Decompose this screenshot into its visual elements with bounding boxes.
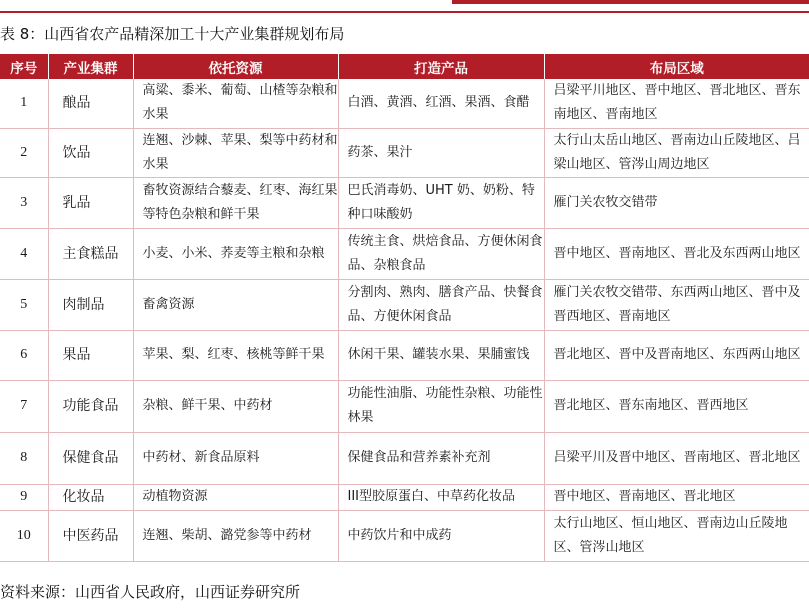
source-note: 资料来源：山西省人民政府，山西证券研究所: [0, 583, 301, 601]
cell-resource: 高粱、黍米、葡萄、山楂等杂粮和水果: [133, 79, 338, 128]
table-row: [0, 432, 809, 484]
cell-resource: 畜禽资源: [133, 279, 338, 330]
cell-product: III型胶原蛋白、中草药化妆品: [338, 484, 544, 510]
cell-resource: 苹果、梨、红枣、核桃等鲜干果: [133, 330, 338, 380]
cell-cluster: 乳品: [48, 177, 133, 228]
cell-resource: 杂粮、鲜干果、中药材: [133, 380, 338, 432]
header-resource: 依托资源: [133, 54, 338, 79]
cell-cluster: 保健食品: [48, 432, 133, 484]
cell-serial: 8: [0, 432, 48, 484]
cell-cluster: 果品: [48, 330, 133, 380]
cell-region: 晋中地区、晋南地区、晋北及东西两山地区: [544, 228, 809, 279]
cell-serial: 5: [0, 279, 48, 330]
header-cluster: 产业集群: [48, 54, 133, 79]
cell-serial: 10: [0, 510, 48, 561]
cell-serial: 9: [0, 484, 48, 510]
table-row: [0, 79, 809, 128]
table-row: [0, 279, 809, 330]
table-row: [0, 510, 809, 561]
cell-product: 保健食品和营养素补充剂: [338, 432, 544, 484]
cell-product: 巴氏消毒奶、UHT 奶、奶粉、特种口味酸奶: [338, 177, 544, 228]
cell-region: 太行山太岳山地区、晋南边山丘陵地区、吕梁山地区、管涔山周边地区: [544, 128, 809, 177]
cell-resource: 动植物资源: [133, 484, 338, 510]
cell-product: 白酒、黄酒、红酒、果酒、食醋: [338, 79, 544, 128]
cell-serial: 1: [0, 79, 48, 128]
cell-region: 晋北地区、晋东南地区、晋西地区: [544, 380, 809, 432]
header-region: 布局区域: [544, 54, 809, 79]
cell-product: 分割肉、熟肉、膳食产品、快餐食品、方便休闲食品: [338, 279, 544, 330]
cell-cluster: 主食糕品: [48, 228, 133, 279]
industry-cluster-table: [0, 54, 809, 562]
cell-region: 太行山地区、恒山地区、晋南边山丘陵地区、管涔山地区: [544, 510, 809, 561]
header-serial: 序号: [0, 54, 48, 79]
top-rule-line: [0, 11, 809, 13]
cell-cluster: 肉制品: [48, 279, 133, 330]
cell-product: 传统主食、烘焙食品、方便休闲食品、杂粮食品: [338, 228, 544, 279]
table-row: [0, 330, 809, 380]
cell-product: 功能性油脂、功能性杂粮、功能性林果: [338, 380, 544, 432]
cell-cluster: 中医药品: [48, 510, 133, 561]
cell-cluster: 饮品: [48, 128, 133, 177]
cell-region: 晋中地区、晋南地区、晋北地区: [544, 484, 809, 510]
header-product: 打造产品: [338, 54, 544, 79]
table-row: [0, 228, 809, 279]
cell-product: 中药饮片和中成药: [338, 510, 544, 561]
cell-resource: 连翘、沙棘、苹果、梨等中药材和水果: [133, 128, 338, 177]
cell-region: 吕梁平川及晋中地区、晋南地区、晋北地区: [544, 432, 809, 484]
cell-product: 药茶、果汁: [338, 128, 544, 177]
cell-resource: 连翘、柴胡、潞党参等中药材: [133, 510, 338, 561]
cell-serial: 3: [0, 177, 48, 228]
cell-resource: 小麦、小米、荞麦等主粮和杂粮: [133, 228, 338, 279]
cell-serial: 7: [0, 380, 48, 432]
cell-resource: 中药材、新食品原料: [133, 432, 338, 484]
cell-region: 吕梁平川地区、晋中地区、晋北地区、晋东南地区、晋南地区: [544, 79, 809, 128]
cell-region: 晋北地区、晋中及晋南地区、东西两山地区: [544, 330, 809, 380]
table-row: [0, 380, 809, 432]
cell-product: 休闲干果、罐装水果、果脯蜜饯: [338, 330, 544, 380]
cell-region: 雁门关农牧交错带: [544, 177, 809, 228]
cell-serial: 2: [0, 128, 48, 177]
table-caption: 表 8：山西省农产品精深加工十大产业集群规划布局: [0, 25, 345, 43]
table-row: [0, 128, 809, 177]
cell-serial: 6: [0, 330, 48, 380]
cell-cluster: 化妆品: [48, 484, 133, 510]
table-header-row: [0, 54, 809, 79]
cell-cluster: 酿品: [48, 79, 133, 128]
cell-resource: 畜牧资源结合藜麦、红枣、海红果等特色杂粮和鲜干果: [133, 177, 338, 228]
cell-cluster: 功能食品: [48, 380, 133, 432]
table-row: [0, 177, 809, 228]
cell-region: 雁门关农牧交错带、东西两山地区、晋中及晋西地区、晋南地区: [544, 279, 809, 330]
table-row: [0, 484, 809, 510]
top-rule: [0, 0, 809, 14]
cell-serial: 4: [0, 228, 48, 279]
top-rule-tab: [452, 0, 809, 4]
